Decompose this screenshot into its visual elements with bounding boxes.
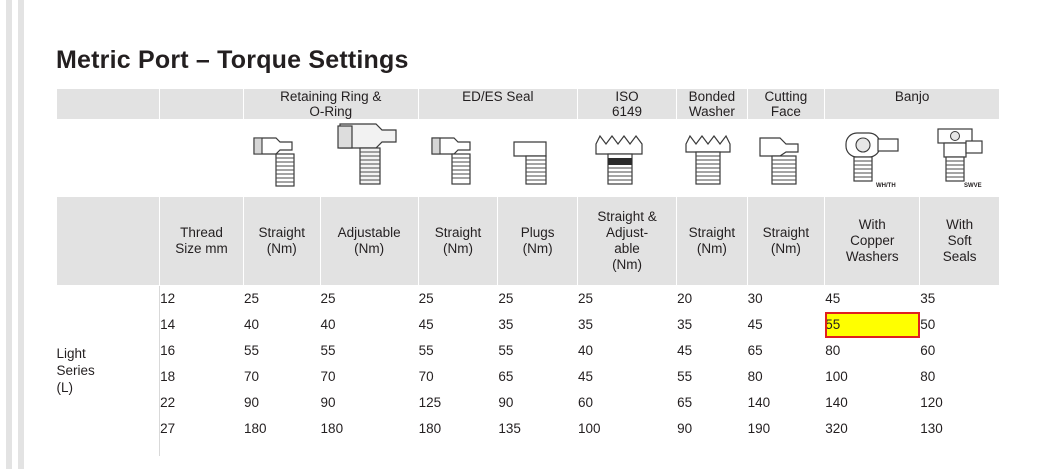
- column-header-line: Adjust-: [606, 225, 649, 240]
- cell-value: 35: [677, 312, 747, 338]
- column-header-thread-size: [160, 197, 244, 286]
- column-header-line: Seals: [942, 249, 977, 264]
- column-header-edes-plugs: [498, 197, 578, 286]
- column-header-line: With: [946, 217, 974, 232]
- table-row: [57, 312, 1000, 338]
- group-header-line: Bonded: [688, 89, 736, 104]
- cell-value: 70: [243, 364, 320, 390]
- cell-value: [418, 442, 498, 456]
- cell-thread-size: 18: [160, 364, 244, 390]
- cell-value: 30: [747, 286, 825, 312]
- column-header-retaining-adjustable: [320, 197, 418, 286]
- cell-value: 80: [747, 364, 825, 390]
- cell-value: 45: [747, 312, 825, 338]
- bonded-washer-fitting-icon: [677, 120, 747, 197]
- cell-value: 25: [498, 286, 578, 312]
- table-row: [57, 338, 1000, 364]
- group-header-line: O-Ring: [309, 104, 353, 119]
- cell-value: 140: [747, 390, 825, 416]
- column-header-line: Plugs: [520, 225, 555, 240]
- cell-value: 135: [498, 416, 578, 442]
- column-header-line: Adjustable: [337, 225, 401, 240]
- group-header-line: Cutting: [764, 89, 808, 104]
- column-header-line: (Nm): [354, 241, 385, 256]
- cell-value: 60: [920, 338, 1000, 364]
- column-header-line: (Nm): [522, 241, 553, 256]
- group-header-retaining-ring: [243, 89, 418, 120]
- column-header-line: (Nm): [266, 241, 297, 256]
- column-header-line: Straight: [762, 225, 810, 240]
- series-label-line: Series: [56, 363, 95, 379]
- series-label-line: Light: [56, 346, 86, 362]
- column-header-line: With: [858, 217, 886, 232]
- table-row-partial: [57, 442, 1000, 456]
- retaining-ring-straight-fitting-icon: [243, 120, 320, 197]
- cell-value: 180: [243, 416, 320, 442]
- column-header-line: Straight: [258, 225, 305, 240]
- cell-value: [243, 442, 320, 456]
- cell-value: 55: [677, 364, 747, 390]
- cell-value: 55: [320, 338, 418, 364]
- column-header-line: (Nm): [442, 241, 473, 256]
- cell-value: 40: [320, 312, 418, 338]
- cell-value: 90: [243, 390, 320, 416]
- cell-value: [498, 442, 578, 456]
- cell-value: 140: [825, 390, 920, 416]
- cell-value: 20: [677, 286, 747, 312]
- cell-value: 70: [320, 364, 418, 390]
- cell-value: 100: [825, 364, 920, 390]
- cell-value: [578, 442, 677, 456]
- cell-thread-size: [160, 442, 244, 456]
- cell-value: 90: [677, 416, 747, 442]
- cell-value: 125: [418, 390, 498, 416]
- group-header-iso-6149: [578, 89, 677, 120]
- cell-value: 35: [920, 286, 1000, 312]
- group-header-line: ISO: [615, 89, 639, 104]
- cell-thread-size: 12: [160, 286, 244, 312]
- cell-value: 65: [498, 364, 578, 390]
- cell-value: 80: [825, 338, 920, 364]
- retaining-ring-adjustable-fitting-icon: [320, 120, 418, 197]
- iso-6149-fitting-icon: [578, 120, 677, 197]
- table-row: [57, 286, 1000, 312]
- cell-value: 50: [920, 312, 1000, 338]
- cell-thread-size: 16: [160, 338, 244, 364]
- column-header-line: (Nm): [770, 241, 801, 256]
- column-header-line: Straight &: [597, 209, 657, 224]
- cell-value: 130: [920, 416, 1000, 442]
- group-header-line: ED/ES Seal: [462, 89, 534, 104]
- column-header-line: Washers: [845, 249, 899, 264]
- cell-value: 25: [243, 286, 320, 312]
- torque-settings-table: [56, 88, 1000, 456]
- cell-value: 180: [320, 416, 418, 442]
- cell-value: [320, 442, 418, 456]
- illustration-empty: [57, 120, 160, 197]
- cell-value: 55: [418, 338, 498, 364]
- table-illustration-row: [57, 120, 1000, 197]
- column-header-iso-straight-adjustable: [578, 197, 677, 286]
- series-label-line: (L): [56, 380, 73, 396]
- table-row: [57, 416, 1000, 442]
- cell-value: 25: [320, 286, 418, 312]
- cell-value: 180: [418, 416, 498, 442]
- cell-value: 320: [825, 416, 920, 442]
- column-header-banjo-soft-seals: [920, 197, 1000, 286]
- cell-value: 40: [243, 312, 320, 338]
- table-column-header-row: [57, 197, 1000, 286]
- cell-value: 55: [243, 338, 320, 364]
- cell-value: [747, 442, 825, 456]
- column-header-banjo-copper-washers: [825, 197, 920, 286]
- column-header-line: (Nm): [612, 257, 643, 272]
- cell-value: 45: [578, 364, 677, 390]
- cell-value: 45: [677, 338, 747, 364]
- illustration-empty: [160, 120, 244, 197]
- cell-value: 55: [498, 338, 578, 364]
- column-header-bonded-straight: [677, 197, 747, 286]
- cell-value: 25: [578, 286, 677, 312]
- cell-value: [825, 442, 920, 456]
- group-header-empty: [57, 89, 160, 120]
- column-header-empty: [57, 197, 160, 286]
- table-row: [57, 390, 1000, 416]
- group-header-line: Banjo: [894, 89, 930, 104]
- cell-thread-size: 27: [160, 416, 244, 442]
- cell-value: [920, 442, 1000, 456]
- cell-value: 190: [747, 416, 825, 442]
- cell-value: 25: [418, 286, 498, 312]
- cell-value: 35: [578, 312, 677, 338]
- cell-value: 100: [578, 416, 677, 442]
- ed-es-plug-fitting-icon: [498, 120, 578, 197]
- cell-value-highlighted: 55: [825, 312, 920, 338]
- cell-value: 90: [498, 390, 578, 416]
- series-label-light: [57, 286, 160, 456]
- cell-thread-size: 14: [160, 312, 244, 338]
- column-header-retaining-straight: [243, 197, 320, 286]
- column-header-line: Size mm: [175, 241, 228, 256]
- column-header-line: (Nm): [696, 241, 727, 256]
- cell-value: 45: [418, 312, 498, 338]
- page-edge-strip: [24, 0, 30, 469]
- group-header-cutting-face: [747, 89, 825, 120]
- cell-value: 65: [677, 390, 747, 416]
- group-header-bonded-washer: [677, 89, 747, 120]
- group-header-line: Face: [770, 104, 801, 119]
- banjo-soft-icon-label: SWVE: [963, 183, 982, 189]
- group-header-line: Retaining Ring &: [280, 89, 382, 104]
- cell-value: 60: [578, 390, 677, 416]
- cell-value: [677, 442, 747, 456]
- table-group-header-row: [57, 89, 1000, 120]
- group-header-line: 6149: [612, 104, 643, 119]
- banjo-copper-washer-fitting-icon: [825, 120, 920, 197]
- cell-value: 65: [747, 338, 825, 364]
- cell-value: 35: [498, 312, 578, 338]
- banjo-soft-seal-fitting-icon: [920, 120, 1000, 197]
- column-header-cutting-straight: [747, 197, 825, 286]
- group-header-banjo: [825, 89, 1000, 120]
- ed-es-straight-fitting-icon: [418, 120, 498, 197]
- cell-value: 120: [920, 390, 1000, 416]
- cell-value: 70: [418, 364, 498, 390]
- group-header-line: Washer: [688, 104, 735, 119]
- column-header-line: Straight: [434, 225, 482, 240]
- banjo-copper-icon-label: WH/TH: [876, 183, 896, 189]
- group-header-ed-es-seal: [418, 89, 577, 120]
- column-header-line: Soft: [947, 233, 972, 248]
- cell-value: 45: [825, 286, 920, 312]
- column-header-line: Thread: [180, 225, 223, 240]
- page-title: Metric Port – Torque Settings: [56, 46, 409, 74]
- cell-value: 80: [920, 364, 1000, 390]
- cell-value: 40: [578, 338, 677, 364]
- table-row: [57, 364, 1000, 390]
- column-header-line: Copper: [850, 233, 895, 248]
- column-header-line: able: [614, 241, 640, 256]
- cutting-face-fitting-icon: [747, 120, 825, 197]
- cell-value: 90: [320, 390, 418, 416]
- column-header-line: Straight: [688, 225, 736, 240]
- column-header-edes-straight: [418, 197, 498, 286]
- group-header-empty: [160, 89, 244, 120]
- cell-thread-size: 22: [160, 390, 244, 416]
